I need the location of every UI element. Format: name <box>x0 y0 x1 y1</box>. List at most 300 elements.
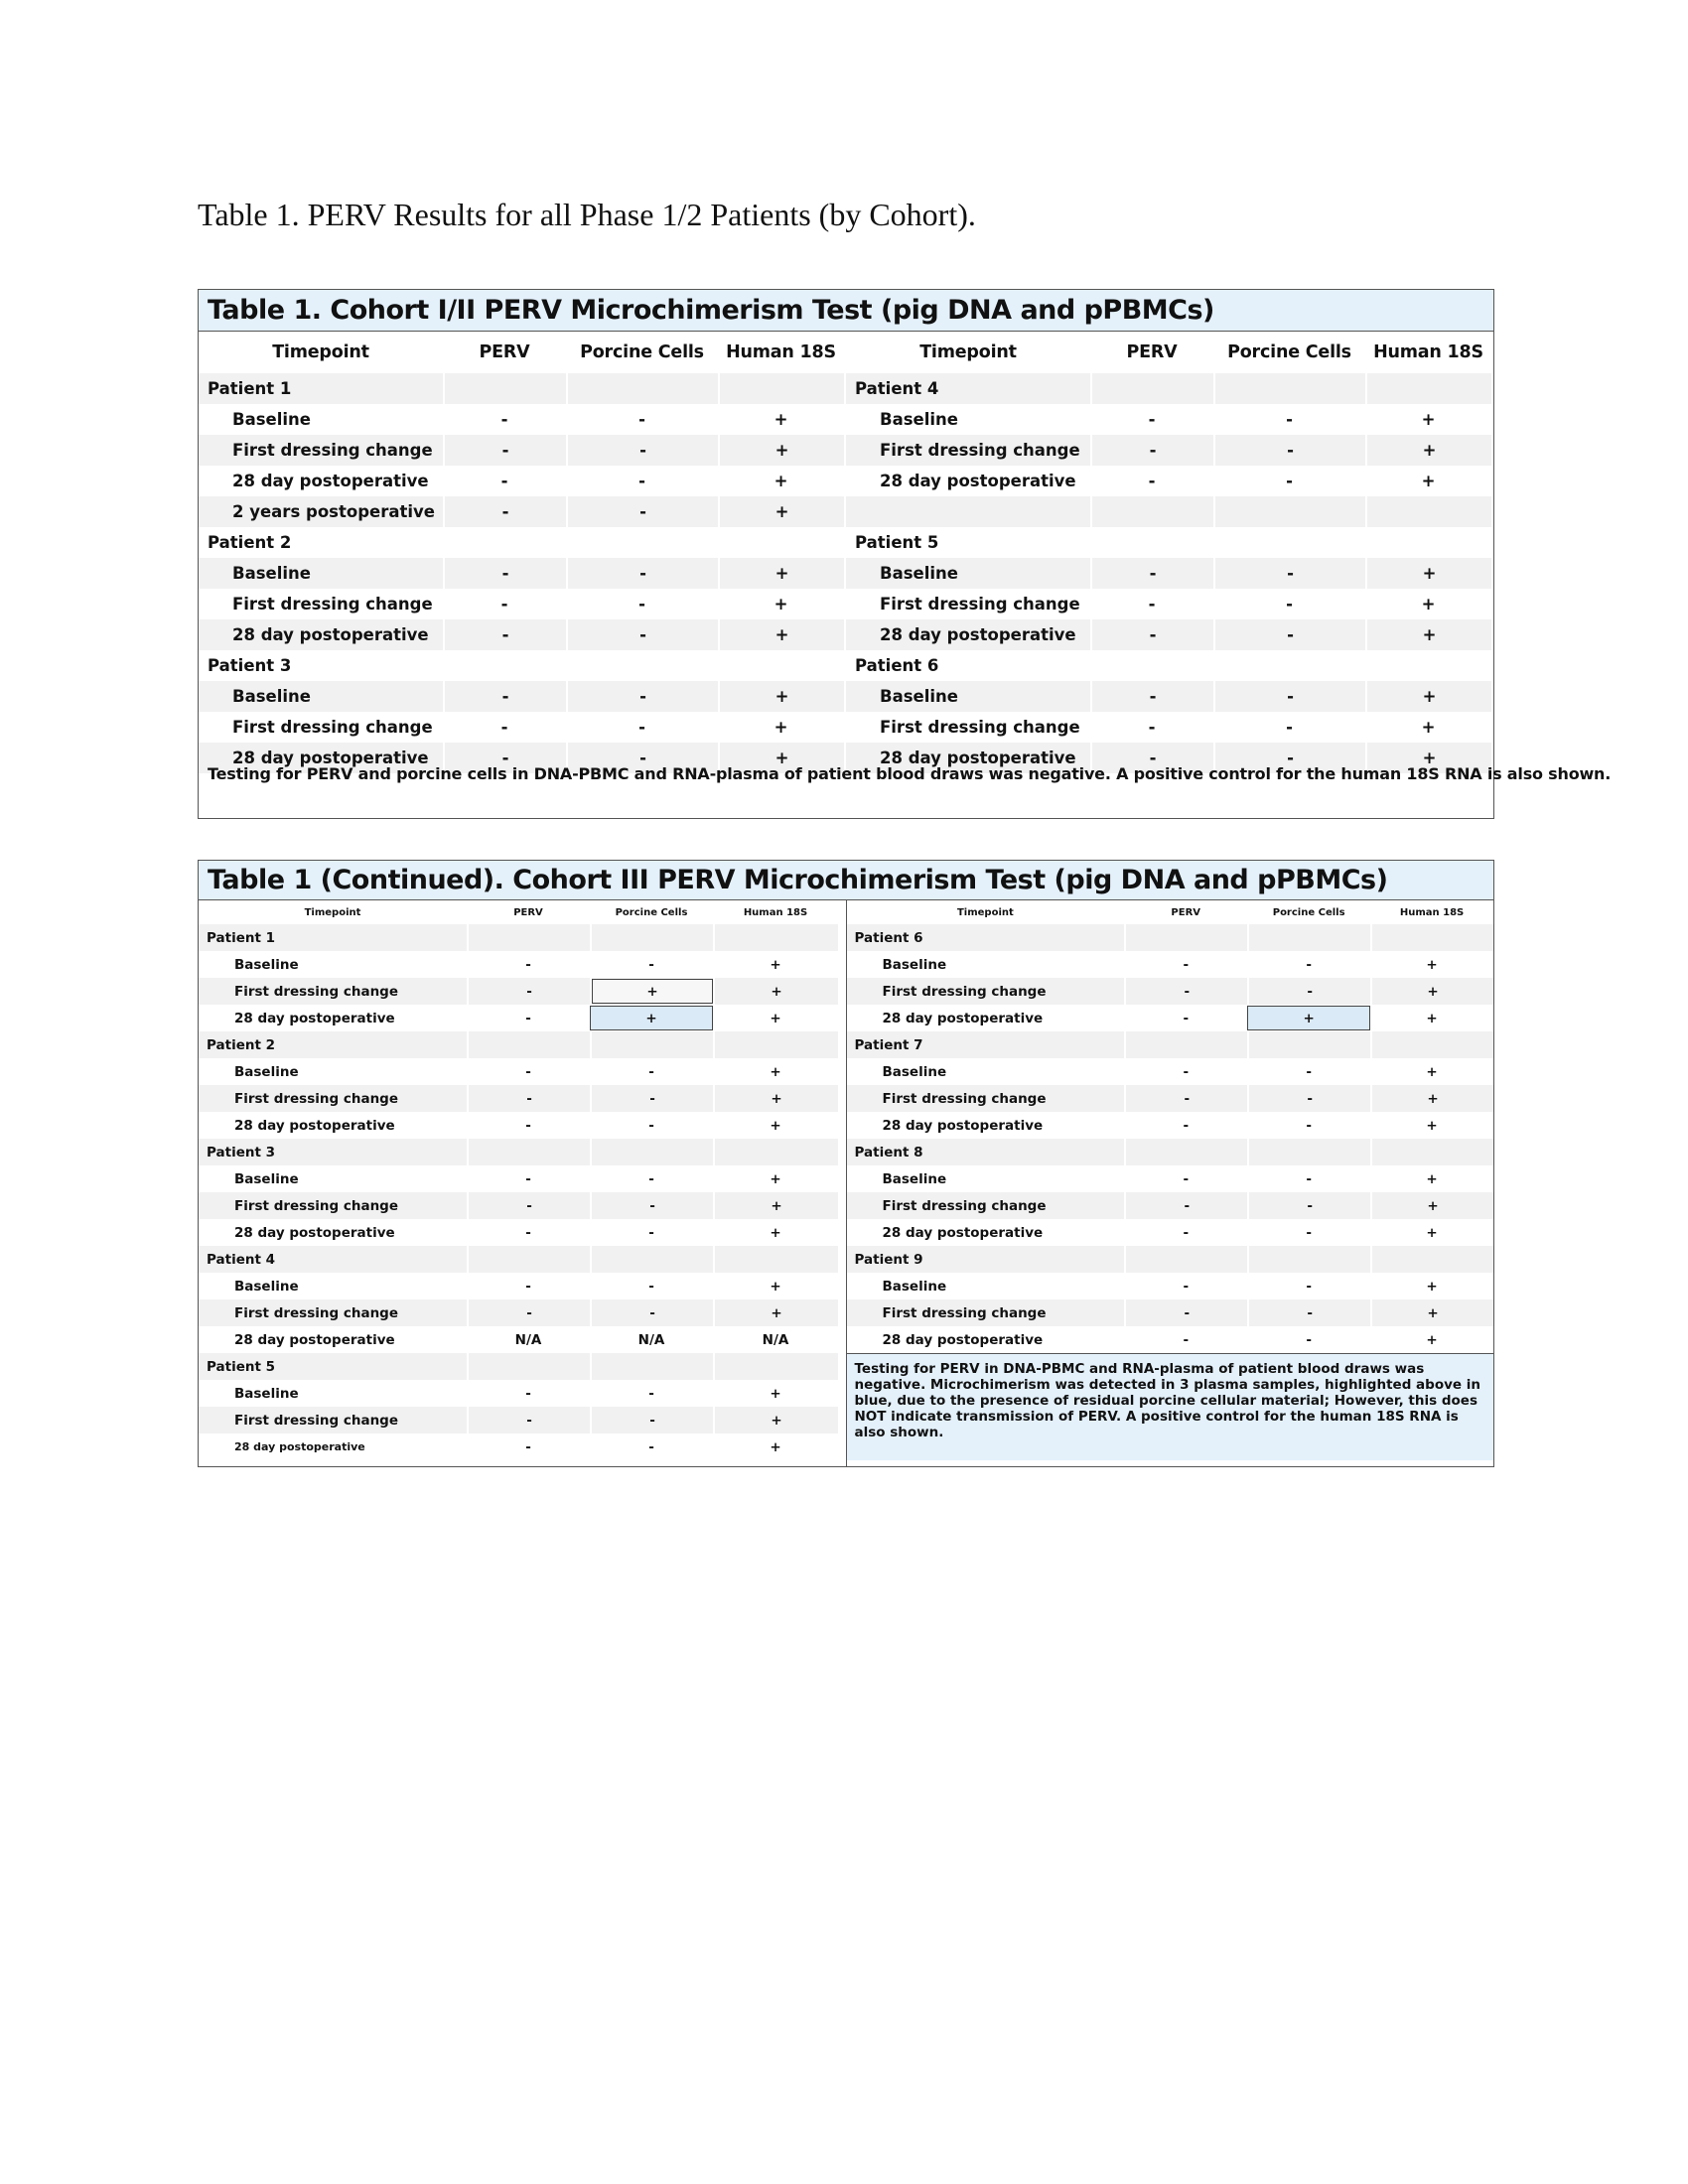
timepoint-row <box>847 1058 1494 1085</box>
header-row <box>199 332 846 373</box>
empty-cell <box>566 527 718 558</box>
timepoint-label: 28 day postoperative <box>882 1224 1044 1241</box>
human-18s-result: + <box>713 1192 838 1219</box>
perv-result: - <box>467 1192 590 1219</box>
patient-row <box>847 1246 1494 1273</box>
empty-cell <box>590 1246 713 1273</box>
empty-cell <box>590 1139 713 1165</box>
empty-cell <box>1213 496 1365 527</box>
perv-result: - <box>1183 1117 1190 1134</box>
patient-row <box>846 373 1493 404</box>
empty-cell <box>443 527 566 558</box>
empty-cell <box>1090 650 1213 681</box>
timepoint-label: Baseline <box>234 956 299 973</box>
human-18s-result: + <box>713 978 838 1005</box>
human-18s-result: + <box>1426 1010 1438 1026</box>
porcine-cells-result: - <box>648 956 654 973</box>
timepoint-row <box>847 1299 1494 1326</box>
timepoint-row <box>199 404 846 435</box>
porcine-cells-result: - <box>1306 1331 1312 1348</box>
timepoint-label: First dressing change <box>847 978 1125 1005</box>
empty-cell <box>1365 650 1491 681</box>
timepoint-label: Baseline <box>234 1170 299 1187</box>
porcine-cells-result: - <box>648 1170 654 1187</box>
human-18s-result: + <box>770 1010 781 1026</box>
human-18s-result: + <box>1370 1085 1493 1112</box>
empty-cell <box>1090 496 1213 527</box>
patient-label: Patient 4 <box>199 1246 467 1273</box>
perv-result: - <box>1183 1278 1190 1295</box>
column-header: Porcine Cells <box>580 342 704 362</box>
timepoint-label: First dressing change <box>199 1299 467 1326</box>
perv-result: - <box>1183 1170 1190 1187</box>
porcine-cells-value: + <box>1303 1010 1315 1026</box>
porcine-cells-result: - <box>1286 595 1293 614</box>
patient-row <box>199 1246 846 1273</box>
empty-cell <box>846 496 1090 527</box>
patient-label: Patient 3 <box>208 656 292 675</box>
human-18s-result: + <box>770 1117 781 1134</box>
porcine-cells-result: - <box>1213 681 1365 712</box>
porcine-cells-result: - <box>1306 1117 1312 1134</box>
timepoint-row <box>199 1299 846 1326</box>
perv-result: - <box>467 1407 590 1433</box>
perv-result: - <box>525 1224 531 1241</box>
empty-cell <box>1124 1031 1247 1058</box>
table-right-half <box>847 900 1494 1466</box>
human-18s-result: + <box>1426 1278 1438 1295</box>
column-header: Human 18S <box>743 906 808 918</box>
human-18s-result: N/A <box>762 1331 789 1348</box>
perv-result: - <box>500 410 508 429</box>
human-18s-result: + <box>713 1299 838 1326</box>
perv-result: - <box>1183 1224 1190 1241</box>
timepoint-row <box>199 1058 846 1085</box>
human-18s-result: + <box>718 435 844 466</box>
perv-result: - <box>525 1170 531 1187</box>
porcine-cells-result: - <box>1213 743 1365 773</box>
empty-cell <box>1213 650 1365 681</box>
table-title: Table 1 (Continued). Cohort III PERV Microchimerism Test (pig DNA and pPBMCs) <box>199 861 1493 900</box>
table-left-half <box>199 900 847 1466</box>
timepoint-row <box>199 1005 846 1031</box>
perv-result: - <box>1148 410 1156 429</box>
empty-cell <box>718 373 844 404</box>
perv-result: - <box>467 978 590 1005</box>
empty-cell <box>1247 1246 1370 1273</box>
empty-cell <box>1213 373 1365 404</box>
perv-result: - <box>525 1278 531 1295</box>
human-18s-result: + <box>1421 595 1436 614</box>
timepoint-label: First dressing change <box>199 1192 467 1219</box>
timepoint-label: First dressing change <box>880 718 1080 737</box>
patient-label: Patient 1 <box>199 924 467 951</box>
porcine-cells-result-highlighted <box>590 1005 713 1031</box>
column-header: Human 18S <box>726 342 836 362</box>
header-row <box>199 900 846 924</box>
empty-cell <box>713 1139 838 1165</box>
porcine-cells-result: - <box>648 1385 654 1402</box>
perv-result: - <box>443 558 566 589</box>
timepoint-label: 28 day postoperative <box>232 472 429 490</box>
timepoint-row <box>199 712 846 743</box>
human-18s-result: + <box>770 1278 781 1295</box>
human-18s-result: + <box>774 472 788 490</box>
timepoint-label: First dressing change <box>846 435 1090 466</box>
porcine-cells-result: - <box>590 1299 713 1326</box>
patient-row <box>847 1139 1494 1165</box>
human-18s-result: + <box>770 1063 781 1080</box>
porcine-cells-result: - <box>648 1278 654 1295</box>
timepoint-label: 28 day postoperative <box>234 1224 395 1241</box>
column-header: Timepoint <box>956 906 1014 918</box>
empty-cell <box>1213 527 1365 558</box>
perv-result: - <box>500 472 508 490</box>
porcine-cells-result: - <box>1247 1192 1370 1219</box>
timepoint-label: Baseline <box>234 1063 299 1080</box>
porcine-cells-result: - <box>1213 435 1365 466</box>
perv-result: - <box>443 743 566 773</box>
timepoint-row <box>847 951 1494 978</box>
porcine-cells-result: - <box>1286 718 1293 737</box>
patient-row <box>846 650 1493 681</box>
timepoint-label: First dressing change <box>199 1085 467 1112</box>
timepoint-label: Baseline <box>199 681 443 712</box>
human-18s-result: + <box>718 558 844 589</box>
column-header: Porcine Cells <box>1227 342 1351 362</box>
header-row <box>846 332 1493 373</box>
empty-cell <box>1090 373 1213 404</box>
timepoint-label: First dressing change <box>847 1192 1125 1219</box>
perv-result: - <box>1124 1299 1247 1326</box>
timepoint-label: First dressing change <box>847 1085 1125 1112</box>
column-header: PERV <box>1171 906 1201 918</box>
patient-label: Patient 2 <box>199 1031 467 1058</box>
human-18s-result: + <box>774 410 788 429</box>
patient-label: Patient 1 <box>199 373 443 404</box>
porcine-cells-result: - <box>1213 619 1365 650</box>
table-right-half <box>846 332 1493 767</box>
perv-result: - <box>443 435 566 466</box>
porcine-cells-result: - <box>566 496 718 527</box>
porcine-cells-result: - <box>1306 956 1312 973</box>
timepoint-row <box>199 496 846 527</box>
timepoint-row <box>199 1192 846 1219</box>
empty-cell <box>713 1031 838 1058</box>
perv-result: - <box>1124 978 1247 1005</box>
timepoint-label: 28 day postoperative <box>234 1440 365 1453</box>
empty-cell <box>1370 1139 1493 1165</box>
human-18s-result: + <box>1421 472 1436 490</box>
perv-result: - <box>1183 1331 1190 1348</box>
empty-cell <box>467 1139 590 1165</box>
timepoint-label: Baseline <box>846 681 1090 712</box>
timepoint-row <box>199 1433 846 1460</box>
timepoint-row <box>199 466 846 496</box>
timepoint-row <box>199 1112 846 1139</box>
human-18s-result: + <box>774 595 788 614</box>
perv-result: - <box>1090 435 1213 466</box>
timepoint-label: 28 day postoperative <box>846 619 1090 650</box>
patient-label: Patient 7 <box>847 1031 1125 1058</box>
porcine-cells-result: - <box>566 558 718 589</box>
empty-cell <box>1370 1246 1493 1273</box>
timepoint-row <box>847 1085 1494 1112</box>
porcine-cells-result: - <box>1286 410 1293 429</box>
timepoint-row <box>846 404 1493 435</box>
timepoint-label: Baseline <box>234 1278 299 1295</box>
porcine-cells-result: - <box>648 1117 654 1134</box>
porcine-cells-result: - <box>638 595 645 614</box>
human-18s-result: + <box>1365 619 1491 650</box>
empty-cell <box>1365 496 1491 527</box>
perv-result: - <box>525 1438 531 1455</box>
patient-row <box>199 650 846 681</box>
human-18s-result: + <box>770 956 781 973</box>
human-18s-result: + <box>1365 743 1491 773</box>
empty-cell <box>566 650 718 681</box>
empty-cell <box>1370 924 1493 951</box>
patient-label: Patient 2 <box>208 533 292 552</box>
human-18s-result: + <box>770 1224 781 1241</box>
timepoint-label: 2 years postoperative <box>199 496 443 527</box>
timepoint-label: First dressing change <box>847 1299 1125 1326</box>
empty-cell <box>467 1031 590 1058</box>
timepoint-row <box>199 951 846 978</box>
perv-result: - <box>443 496 566 527</box>
porcine-cells-result: - <box>648 1438 654 1455</box>
porcine-cells-result: - <box>590 1407 713 1433</box>
table-footnote: Testing for PERV in DNA-PBMC and RNA-plasma of patient blood draws was negative. Microchimerism was detected in 3 plasma samples, highlighted above in blue, due to the presence of residual porcine cellular material; However, this does NOT indicate transmission of PERV. A positive control for the human 18S RNA is also shown. <box>847 1353 1494 1460</box>
porcine-cells-result: - <box>1247 978 1370 1005</box>
perv-result: - <box>467 1299 590 1326</box>
timepoint-row <box>847 1005 1494 1031</box>
human-18s-result: + <box>1426 1224 1438 1241</box>
human-18s-result: + <box>770 1385 781 1402</box>
timepoint-label: 28 day postoperative <box>882 1117 1044 1134</box>
table-body <box>199 900 1493 1466</box>
porcine-cells-result: - <box>566 619 718 650</box>
human-18s-result: + <box>1370 978 1493 1005</box>
perv-result: - <box>525 1117 531 1134</box>
cohort-3-table <box>198 860 1494 1467</box>
patient-label: Patient 6 <box>847 924 1125 951</box>
perv-result: - <box>1148 595 1156 614</box>
timepoint-row <box>847 1273 1494 1299</box>
perv-result: - <box>1124 1192 1247 1219</box>
column-header: Human 18S <box>1373 342 1483 362</box>
porcine-cells-result: N/A <box>637 1331 665 1348</box>
timepoint-row <box>199 589 846 619</box>
empty-cell <box>467 924 590 951</box>
table-title: Table 1. Cohort I/II PERV Microchimerism Test (pig DNA and pPBMCs) <box>199 290 1493 332</box>
porcine-cells-result: - <box>1247 1085 1370 1112</box>
empty-cell <box>713 924 838 951</box>
timepoint-row <box>847 1165 1494 1192</box>
perv-result: - <box>525 1010 531 1026</box>
empty-cell <box>713 1353 838 1380</box>
empty-cell <box>467 1246 590 1273</box>
empty-cell <box>1365 373 1491 404</box>
timepoint-row <box>847 1192 1494 1219</box>
timepoint-row <box>847 978 1494 1005</box>
patient-row <box>199 1139 846 1165</box>
porcine-cells-value: + <box>645 1010 657 1026</box>
timepoint-label: 28 day postoperative <box>882 1010 1044 1026</box>
empty-cell <box>718 650 844 681</box>
perv-result: - <box>1124 1085 1247 1112</box>
column-header: Porcine Cells <box>1272 906 1345 918</box>
timepoint-row <box>199 619 846 650</box>
table-body <box>199 332 1493 767</box>
porcine-cells-result: - <box>638 718 645 737</box>
timepoint-label: First dressing change <box>199 978 467 1005</box>
porcine-cells-value: + <box>646 983 658 1000</box>
human-18s-result: + <box>1426 1331 1438 1348</box>
timepoint-row <box>199 1219 846 1246</box>
timepoint-label: Baseline <box>880 410 958 429</box>
porcine-cells-result: - <box>648 1063 654 1080</box>
timepoint-row <box>199 1380 846 1407</box>
perv-result: - <box>1090 619 1213 650</box>
human-18s-result: + <box>1426 956 1438 973</box>
timepoint-row <box>199 558 846 589</box>
empty-cell <box>443 373 566 404</box>
human-18s-result: + <box>1426 1063 1438 1080</box>
human-18s-result: + <box>1370 1192 1493 1219</box>
human-18s-result: + <box>718 681 844 712</box>
timepoint-label: 28 day postoperative <box>882 1331 1044 1348</box>
timepoint-row <box>847 1326 1494 1353</box>
empty-cell <box>1365 527 1491 558</box>
patient-row <box>199 1353 846 1380</box>
patient-row <box>199 924 846 951</box>
human-18s-result: + <box>770 1438 781 1455</box>
patient-row <box>847 1031 1494 1058</box>
human-18s-result: + <box>774 718 788 737</box>
timepoint-row <box>847 1112 1494 1139</box>
timepoint-label: First dressing change <box>199 1407 467 1433</box>
empty-cell <box>566 373 718 404</box>
empty-cell <box>1247 1031 1370 1058</box>
patient-row <box>199 527 846 558</box>
empty-cell <box>718 527 844 558</box>
empty-cell <box>1247 924 1370 951</box>
perv-result: - <box>1090 681 1213 712</box>
human-18s-result: + <box>718 743 844 773</box>
human-18s-result: + <box>713 1407 838 1433</box>
empty-cell <box>1370 1031 1493 1058</box>
table-footnote: Testing for PERV and porcine cells in DNA-PBMC and RNA-plasma of patient blood draws was negative. A positive control for the human 18S RNA is also shown. <box>208 764 1612 783</box>
porcine-cells-result: - <box>1306 1278 1312 1295</box>
timepoint-label: First dressing change <box>880 595 1080 614</box>
empty-cell <box>443 650 566 681</box>
timepoint-label: 28 day postoperative <box>880 472 1076 490</box>
column-header: PERV <box>479 342 530 362</box>
empty-cell <box>713 1246 838 1273</box>
timepoint-row <box>199 1326 846 1353</box>
timepoint-label: Baseline <box>882 1170 947 1187</box>
perv-result: - <box>500 595 508 614</box>
porcine-cells-result: - <box>1247 1299 1370 1326</box>
porcine-cells-result-highlighted <box>1247 1005 1370 1031</box>
empty-row <box>846 496 1493 527</box>
cohort-1-2-table <box>198 289 1612 819</box>
porcine-cells-result: - <box>648 1224 654 1241</box>
human-18s-result: + <box>1365 681 1491 712</box>
patient-label: Patient 5 <box>199 1353 467 1380</box>
empty-cell <box>1124 1246 1247 1273</box>
timepoint-row <box>847 1219 1494 1246</box>
timepoint-label: Baseline <box>846 558 1090 589</box>
timepoint-label: 28 day postoperative <box>199 743 443 773</box>
empty-cell <box>1124 1139 1247 1165</box>
porcine-cells-result: - <box>638 472 645 490</box>
porcine-cells-result-highlighted <box>590 978 713 1005</box>
timepoint-row <box>846 466 1493 496</box>
timepoint-row <box>846 558 1493 589</box>
column-header: Timepoint <box>272 342 369 362</box>
porcine-cells-result: - <box>590 1085 713 1112</box>
header-row <box>847 900 1494 924</box>
empty-cell <box>590 924 713 951</box>
timepoint-label: 28 day postoperative <box>846 743 1090 773</box>
perv-result: - <box>1148 718 1156 737</box>
column-header: Timepoint <box>919 342 1017 362</box>
human-18s-result: + <box>1421 718 1436 737</box>
timepoint-row <box>199 1407 846 1433</box>
perv-result: - <box>525 1063 531 1080</box>
perv-result: - <box>443 681 566 712</box>
timepoint-label: Baseline <box>199 558 443 589</box>
perv-result: - <box>500 718 508 737</box>
perv-result: - <box>525 1385 531 1402</box>
timepoint-row <box>846 435 1493 466</box>
patient-label: Patient 3 <box>199 1139 467 1165</box>
timepoint-label: 28 day postoperative <box>234 1010 395 1026</box>
perv-result: - <box>525 956 531 973</box>
timepoint-row <box>199 1165 846 1192</box>
column-header: PERV <box>1126 342 1178 362</box>
porcine-cells-result: - <box>566 435 718 466</box>
empty-cell <box>1124 924 1247 951</box>
empty-cell <box>467 1353 590 1380</box>
human-18s-result: + <box>718 619 844 650</box>
human-18s-result: + <box>1426 1117 1438 1134</box>
perv-result: - <box>1148 472 1156 490</box>
timepoint-label: Baseline <box>234 1385 299 1402</box>
human-18s-result: + <box>1421 410 1436 429</box>
column-header: Porcine Cells <box>615 906 688 918</box>
timepoint-row <box>846 619 1493 650</box>
perv-result: - <box>1090 558 1213 589</box>
timepoint-label: Baseline <box>882 1063 947 1080</box>
human-18s-result: + <box>1370 1299 1493 1326</box>
human-18s-result: + <box>1365 435 1491 466</box>
porcine-cells-result: - <box>1286 472 1293 490</box>
perv-result: - <box>467 1085 590 1112</box>
porcine-cells-result: - <box>638 410 645 429</box>
patient-label: Patient 6 <box>855 656 939 675</box>
porcine-cells-result: - <box>1213 558 1365 589</box>
timepoint-row <box>199 435 846 466</box>
patient-row <box>847 924 1494 951</box>
table-left-half <box>199 332 846 767</box>
timepoint-label: First dressing change <box>232 595 433 614</box>
timepoint-row <box>846 681 1493 712</box>
perv-result: - <box>1183 1010 1190 1026</box>
timepoint-row <box>199 681 846 712</box>
